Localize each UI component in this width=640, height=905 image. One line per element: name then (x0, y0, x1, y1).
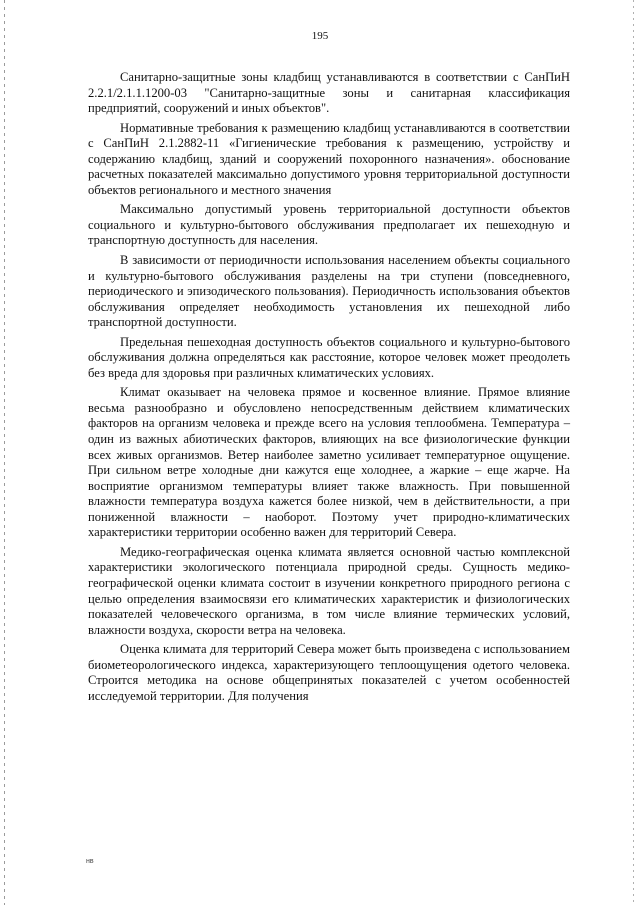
footer-mark: нв (86, 858, 94, 865)
paragraph-north-climate-assessment: Оценка климата для территорий Севера может быть произведена с использованием биометеорологического индекса, характеризующего теплоощущения одетого человека. Строится методика на основе общепринятых показателей с учетом особенностей исследуемой территории. Для получения (88, 642, 570, 703)
paragraph-medical-geographic: Медико-географическая оценка климата является основной частью комплексной характеристики экологического потенциала природной среды. Сущность медико-географической оценки климата состоит в изучении конкретного природного региона с целью определения взаимосвязи его климатических характеристик и физиологических показателей человеческого организма, в том числе влияние термических условий, влажности воздуха, скорости ветра на человека. (88, 544, 570, 637)
scan-edge-right (633, 0, 634, 905)
paragraph-max-accessibility: Максимально допустимый уровень территориальной доступности объектов социального и культурно-бытового обслуживания предполагает их пешеходную и транспортную доступность для населения. (88, 202, 570, 248)
paragraph-usage-periodicity: В зависимости от периодичности использования населением объекты социального и культурно-бытового обслуживания разделены на три ступени (повседневного, периодического и эпизодического пользования). Периодичность использования объектов обслуживания определяет необходимость установления их пешеходной либо транспортной доступности. (88, 253, 570, 330)
paragraph-cemetery-zones: Санитарно-защитные зоны кладбищ устанавливаются в соответствии с СанПиН 2.2.1/2.1.1.1200-03 "Санитарно-защитные зоны и санитарная классификация предприятий, сооружений и иных объектов". (88, 70, 570, 116)
scan-edge-left (4, 0, 5, 905)
paragraph-climate-influence: Климат оказывает на человека прямое и косвенное влияние. Прямое влияние весьма разнообразно и обусловлено непосредственным действием климатических факторов на организм человека и прежде всего на условия теплообмена. Температура – один из важных абиотических факторов, влияющих на все физиологические функции всех живых организмов. Ветер наиболее заметно усиливает температурное ощущение. При сильном ветре холодные дни кажутся еще холоднее, а жаркие – еще жарче. На восприятие организмом температуры влияет также влажность. При повышенной влажности температура воздуха кажется более низкой, чем в действительности, а при пониженной влажности – наоборот. Поэтому учет природно-климатических характеристики территории особенно важен для территорий Севера. (88, 385, 570, 540)
paragraph-cemetery-regulations: Нормативные требования к размещению кладбищ устанавливаются в соответствии с СанПиН 2.1.2882-11 «Гигиенические требования к размещению, устройству и содержанию кладбищ, зданий и сооружений похоронного назначения». обоснование расчетных показателей максимально допустимого уровня территориальной доступности объектов регионального и местного значения (88, 120, 570, 197)
paragraph-pedestrian-limit: Предельная пешеходная доступность объектов социального и культурно-бытового обслуживания должна определяться как расстояние, которое человек может преодолеть без вреда для здоровья при различных климатических условиях. (88, 334, 570, 380)
page-number: 195 (311, 30, 329, 42)
document-body (88, 70, 570, 708)
